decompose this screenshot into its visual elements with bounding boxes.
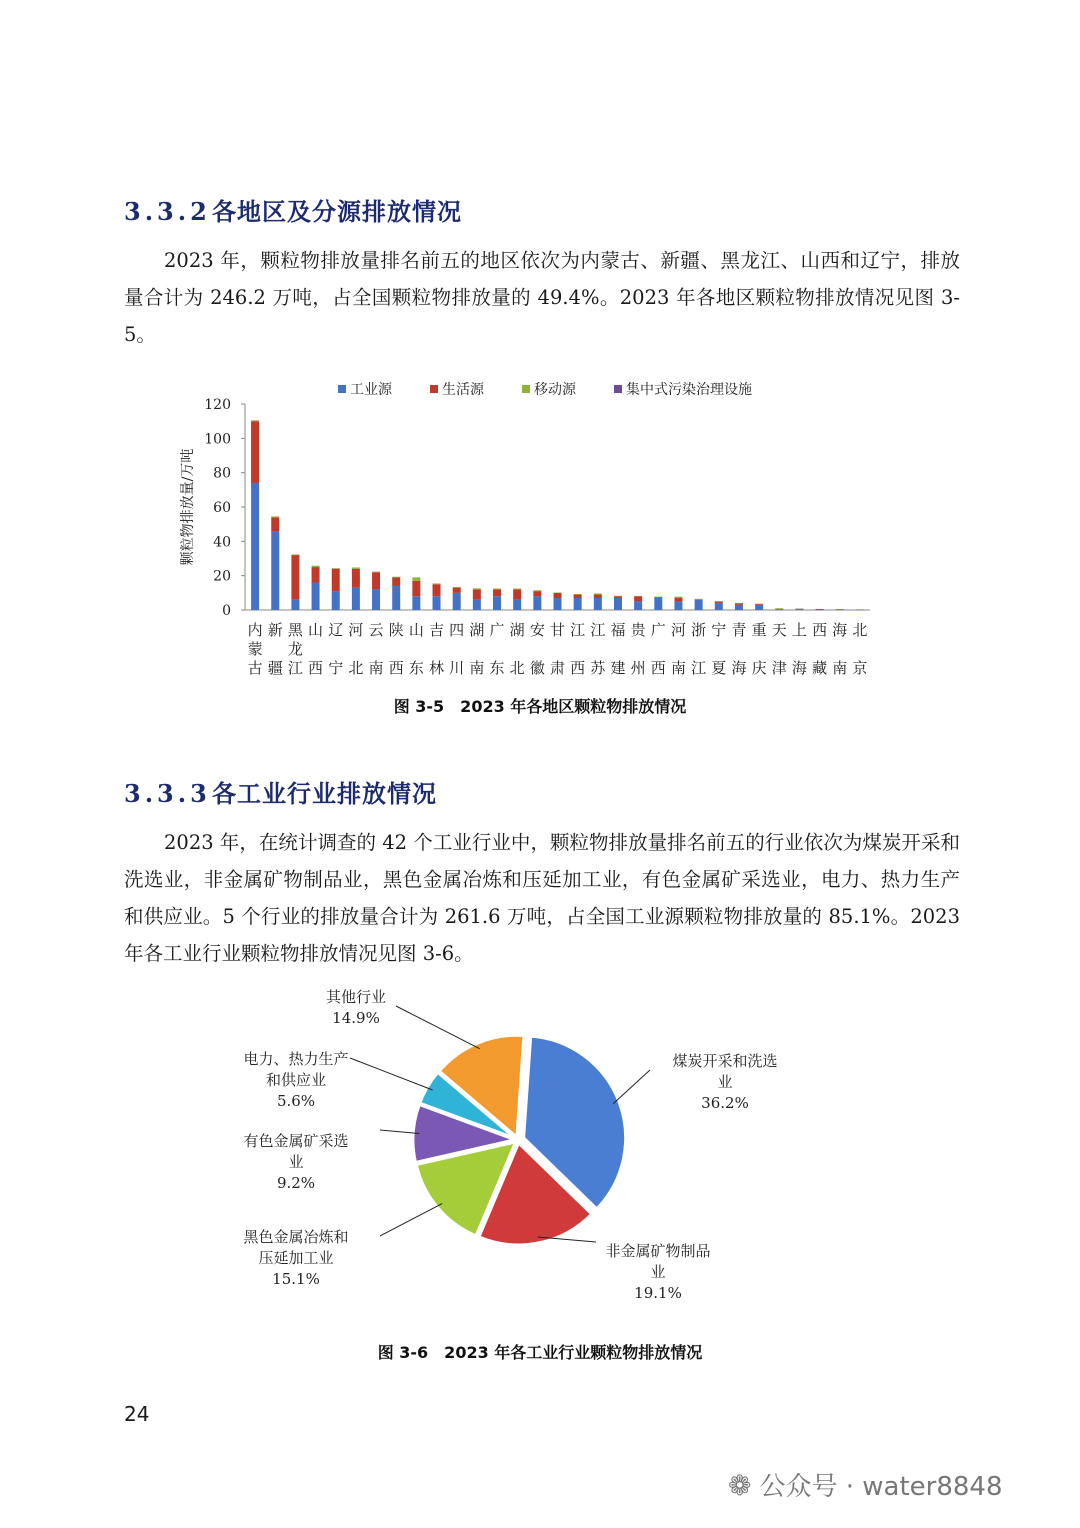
x-tick-label: 江 [590, 621, 606, 639]
bar-segment [634, 596, 642, 601]
bar-segment [674, 597, 682, 598]
bar-segment [372, 572, 380, 573]
figure-3-6-caption: 图 3-6 2023 年各工业行业颗粒物排放情况 [377, 1343, 703, 1362]
watermark [728, 1466, 1003, 1503]
bar-segment [755, 605, 763, 610]
x-tick-label: 肃 [549, 659, 566, 677]
x-tick-label: 西 [388, 659, 404, 677]
x-tick-label: 浙 [691, 621, 707, 639]
slice-label [243, 1050, 348, 1110]
x-tick-label: 新 [267, 621, 283, 639]
bar-segment [533, 591, 541, 596]
x-tick-label: 京 [852, 659, 868, 677]
legend-label: 生活源 [442, 382, 484, 398]
bar-segment [392, 577, 400, 578]
bar-segment [251, 421, 259, 483]
x-tick-label: 青 [731, 621, 747, 639]
x-tick-label: 南 [670, 659, 686, 677]
bar-segment [614, 598, 622, 610]
bar-segment [291, 600, 299, 610]
x-tick-label: 福 [610, 621, 626, 639]
bar-segment [513, 589, 521, 590]
bar-segment [493, 589, 501, 596]
bar-segment [574, 594, 582, 595]
x-tick-label: 陕 [388, 621, 404, 639]
bar-segment [312, 583, 320, 610]
paragraph-industries: 2023 年，在统计调查的 42 个工业行业中，颗粒物排放量排名前五的行业依次为煤炭开采和洗选业，非金属矿物制品业，黑色金属冶炼和压延加工业，有色金属矿采选业，电力、热力生产和供应业。5 个行业的排放量合计为 261.6 万吨，占全国工业源颗粒物排放量的 85.1%。2023 年各工业行业颗粒物排放情况见图 3-6。 [124, 831, 960, 965]
x-tick-label: 东 [489, 659, 505, 677]
x-tick-label: 江 [287, 659, 303, 677]
slice-label [326, 988, 386, 1027]
x-tick-label: 西 [812, 621, 828, 639]
x-tick-label: 西 [650, 659, 666, 677]
industry-emission-pie-chart [200, 980, 820, 1310]
slice-name: 黑色金属冶炼和 [243, 1228, 349, 1246]
bar-segment [574, 598, 582, 610]
bar-segment [614, 596, 622, 598]
slice-label [605, 1242, 710, 1302]
bar-segment [453, 587, 461, 588]
x-tick-label: 江 [570, 621, 586, 639]
slice-name: 和供应业 [265, 1071, 327, 1089]
x-tick-label: 州 [630, 659, 646, 677]
x-tick-label: 西 [570, 659, 586, 677]
y-tick-label: 100 [204, 431, 231, 448]
x-tick-label: 山 [408, 621, 424, 639]
section-heading-333 [124, 774, 437, 809]
section-title: 各工业行业排放情况 [212, 779, 437, 808]
bar-segment [453, 593, 461, 610]
x-tick-label: 龙 [287, 640, 303, 658]
bar-segment [433, 584, 441, 596]
bar-segment [695, 600, 703, 610]
x-tick-label: 林 [429, 659, 445, 677]
bar-segment [493, 596, 501, 610]
bar-segment [775, 609, 783, 610]
bar-segment [836, 609, 844, 610]
x-tick-label: 内 [247, 621, 263, 639]
x-tick-label: 黑 [287, 621, 303, 639]
x-tick-label: 安 [529, 621, 545, 639]
x-tick-label: 南 [832, 659, 848, 677]
legend-swatch [614, 385, 622, 393]
bar-segment [775, 608, 783, 609]
x-tick-label: 北 [348, 659, 364, 677]
slice-name: 有色金属矿采选 [243, 1132, 349, 1150]
x-tick-label: 古 [247, 659, 263, 677]
bar-segment [513, 600, 521, 610]
bar-segment [735, 603, 743, 604]
slice-name: 压延加工业 [258, 1249, 334, 1267]
bar-segment [674, 601, 682, 610]
slice-label [243, 1228, 348, 1288]
x-tick-label: 重 [751, 621, 767, 639]
leader-line [350, 1058, 433, 1090]
bar-segment [654, 598, 662, 610]
page-number: 24 [124, 1402, 150, 1426]
x-tick-label: 苏 [590, 659, 606, 677]
bar-segment [352, 569, 360, 588]
bar-segment [433, 583, 441, 584]
x-tick-label: 徽 [529, 659, 545, 677]
x-tick-label: 湖 [509, 621, 525, 639]
x-tick-label: 甘 [549, 621, 566, 639]
bar-segment [513, 589, 521, 599]
slice-percent: 19.1% [634, 1284, 682, 1302]
bar-segment [372, 589, 380, 610]
bar-segment [473, 600, 481, 610]
x-tick-label: 江 [691, 659, 707, 677]
regional-emission-bar-chart [160, 372, 890, 682]
section-title: 各地区及分源排放情况 [212, 197, 462, 226]
y-tick-label: 20 [213, 568, 231, 585]
x-tick-label: 津 [771, 659, 787, 677]
leader-line [396, 1006, 480, 1049]
leader-line [380, 1204, 442, 1236]
y-tick-label: 0 [222, 603, 231, 619]
bar-segment [574, 595, 582, 598]
slice-name: 业 [717, 1073, 733, 1091]
bar-segment [271, 531, 279, 610]
x-tick-label: 海 [731, 659, 747, 677]
x-tick-label: 建 [610, 659, 626, 677]
bar-segment [816, 609, 824, 610]
bar-segment [533, 596, 541, 610]
x-tick-label: 广 [489, 621, 505, 639]
bar-segment [251, 483, 259, 610]
x-tick-label: 上 [791, 621, 807, 639]
section-heading-332 [124, 192, 462, 227]
bar-segment [795, 608, 803, 609]
bar-segment [473, 588, 481, 589]
bar-segment [433, 596, 441, 610]
x-tick-label: 北 [509, 659, 525, 677]
slice-percent: 14.9% [332, 1009, 380, 1027]
legend-label: 工业源 [350, 382, 392, 398]
y-tick-label: 40 [213, 534, 231, 551]
x-tick-label: 河 [348, 621, 364, 639]
bar-segment [412, 577, 420, 580]
slice-percent: 5.6% [276, 1092, 316, 1110]
bar-segment [554, 592, 562, 593]
bar-segment [392, 586, 400, 610]
bar-segment [715, 601, 723, 602]
leader-line [613, 1070, 650, 1104]
bar-segment [453, 588, 461, 593]
slice-percent: 36.2% [701, 1094, 749, 1112]
slice-label [672, 1052, 777, 1112]
x-tick-label: 宁 [711, 621, 727, 639]
legend-label: 移动源 [534, 382, 576, 398]
legend-swatch [430, 385, 438, 393]
legend-swatch [522, 385, 530, 393]
bar-segment [533, 590, 541, 591]
figure-3-5-caption: 图 3-5 2023 年各地区颗粒物排放情况 [393, 697, 687, 716]
bar-segment [352, 588, 360, 610]
x-tick-label: 吉 [429, 621, 445, 639]
legend-swatch [338, 385, 346, 393]
paragraph-regions: 2023 年，颗粒物排放量排名前五的地区依次为内蒙古、新疆、黑龙江、山西和辽宁，排放量合计为 246.2 万吨，占全国颗粒物排放量的 49.4%。2023 年各地区颗粒物排放情况见图 3-5。 [124, 249, 960, 346]
wechat-icon: ❁ [728, 1469, 752, 1502]
y-tick-label: 60 [213, 500, 231, 516]
bar-segment [695, 599, 703, 600]
bar-segment [412, 596, 420, 610]
bar-segment [312, 567, 320, 582]
x-tick-label: 南 [469, 659, 485, 677]
slice-name: 业 [650, 1263, 666, 1281]
slice-percent: 15.1% [272, 1270, 320, 1288]
bar-segment [291, 555, 299, 600]
bar-segment [352, 567, 360, 568]
x-tick-label: 河 [670, 621, 686, 639]
bar-segment [594, 595, 602, 598]
x-tick-label: 藏 [812, 659, 828, 677]
bar-segment [251, 420, 259, 421]
bar-segment [654, 597, 662, 598]
x-tick-label: 东 [408, 659, 424, 677]
bar-segment [312, 566, 320, 567]
bar-segment [735, 605, 743, 610]
x-tick-label: 南 [368, 659, 384, 677]
x-tick-label: 疆 [267, 659, 283, 677]
bar-segment [654, 597, 662, 598]
slice-percent: 9.2% [276, 1174, 316, 1192]
x-tick-label: 湖 [469, 621, 485, 639]
x-tick-label: 天 [771, 621, 787, 639]
section-number: 3.3.3 [124, 779, 211, 808]
x-tick-label: 贵 [630, 621, 646, 639]
slice-name: 煤炭开采和洗选 [672, 1052, 778, 1070]
slice-name: 电力、热力生产 [243, 1050, 349, 1068]
bar-segment [674, 598, 682, 601]
y-axis-title: 颗粒物排放量/万吨 [180, 448, 196, 566]
bar-segment [634, 601, 642, 610]
bar-segment [332, 568, 340, 569]
bar-segment [271, 516, 279, 517]
x-tick-label: 广 [650, 621, 666, 639]
bar-segment [554, 593, 562, 598]
bar-segment [554, 598, 562, 610]
slice-name: 业 [288, 1153, 304, 1171]
bar-segment [614, 596, 622, 597]
bar-segment [695, 599, 703, 600]
x-tick-label: 云 [368, 621, 384, 639]
watermark-text: 公众号 · water8848 [759, 1472, 1003, 1502]
section-number: 3.3.2 [124, 197, 211, 226]
x-tick-label: 蒙 [247, 640, 263, 658]
bar-segment [634, 596, 642, 597]
x-tick-label: 海 [832, 621, 848, 639]
bar-segment [715, 603, 723, 610]
bar-segment [332, 591, 340, 610]
bar-segment [473, 589, 481, 599]
bar-segment [392, 577, 400, 586]
x-tick-label: 宁 [328, 659, 344, 677]
x-tick-label: 西 [308, 659, 324, 677]
bar-segment [271, 517, 279, 531]
y-tick-label: 80 [213, 465, 231, 482]
x-tick-label: 海 [791, 659, 807, 677]
slice-name: 非金属矿物制品 [605, 1242, 711, 1260]
bar-segment [493, 589, 501, 590]
x-tick-label: 北 [852, 621, 868, 639]
bar-segment [372, 572, 380, 589]
x-tick-label: 四 [449, 621, 465, 639]
slice-name: 其他行业 [325, 988, 387, 1006]
bar-segment [412, 581, 420, 596]
x-tick-label: 辽 [328, 621, 344, 639]
bar-segment [856, 609, 864, 610]
legend-label: 集中式污染治理设施 [626, 382, 752, 398]
bar-segment [594, 594, 602, 595]
x-tick-label: 山 [308, 621, 324, 639]
x-tick-label: 夏 [711, 659, 727, 677]
bar-segment [332, 569, 340, 591]
x-tick-label: 川 [449, 659, 465, 677]
bar-segment [594, 598, 602, 610]
x-tick-label: 庆 [751, 659, 767, 677]
slice-label [243, 1132, 348, 1192]
y-tick-label: 120 [204, 397, 231, 413]
bar-segment [755, 604, 763, 605]
bar-segment [291, 555, 299, 556]
